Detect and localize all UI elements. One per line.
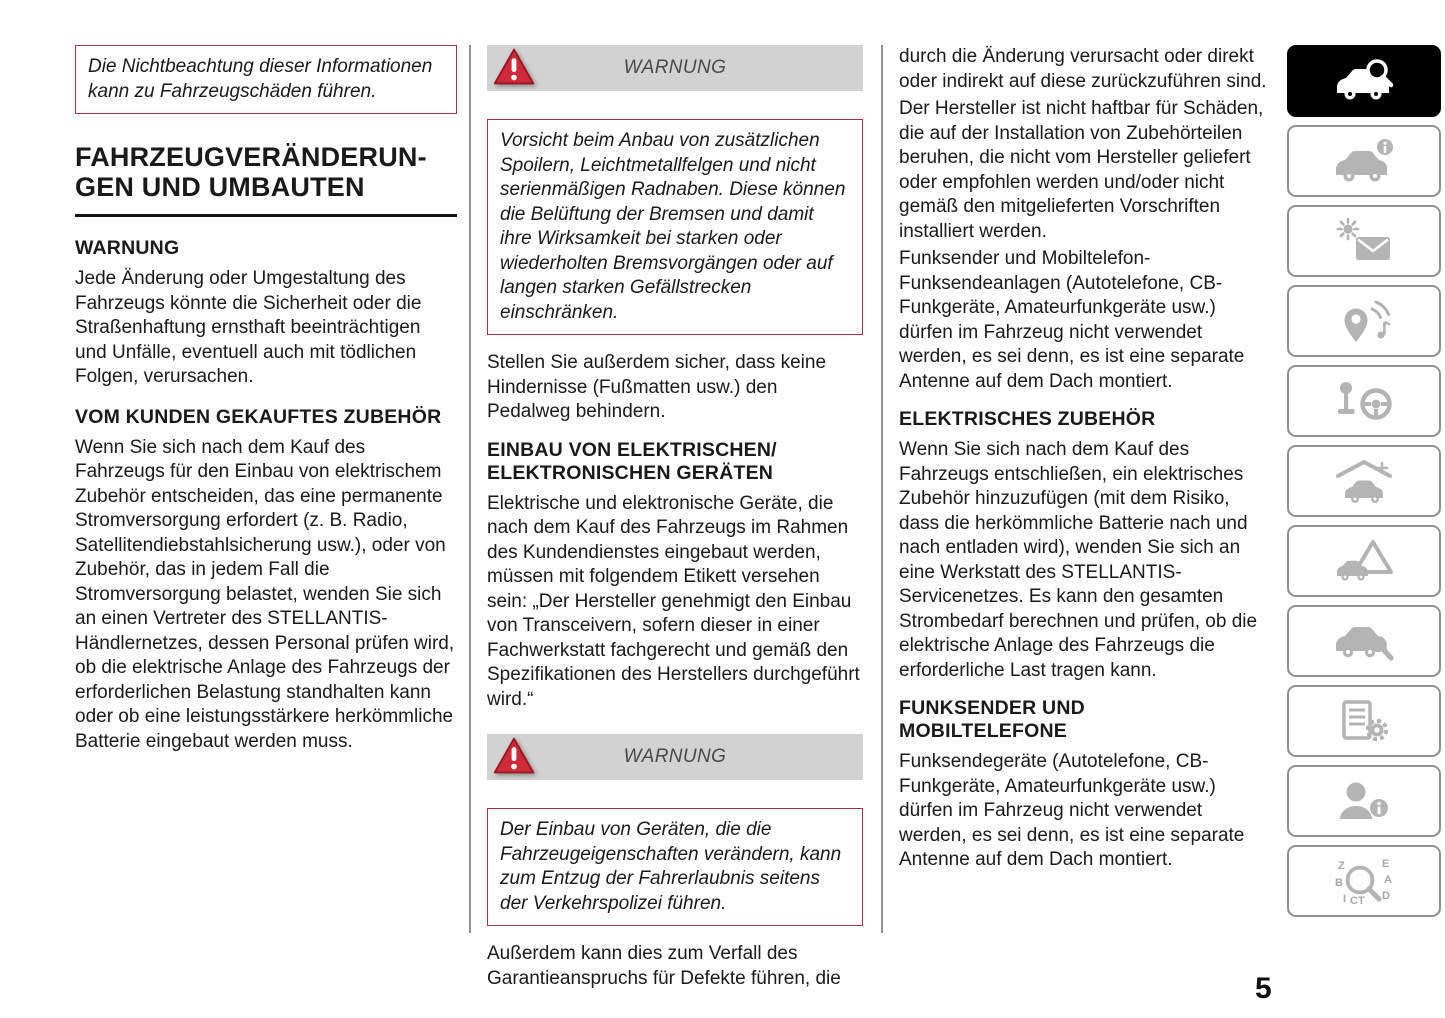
warning-banner (487, 45, 863, 91)
caution-note-box (75, 45, 457, 114)
electrical-devices-heading (487, 439, 863, 485)
warning-text-box (487, 808, 863, 926)
radio-transmitters-heading (899, 697, 1273, 743)
warning-banner (487, 734, 863, 780)
svg-text:I: I (1343, 893, 1347, 905)
car-warning-triangle-icon (1332, 537, 1396, 585)
svg-text:B: B (1335, 877, 1343, 889)
chapter-tab-multimedia-navigation[interactable] (1287, 285, 1441, 357)
chapter-tab-instrument-panel[interactable] (1287, 125, 1441, 197)
column-divider (469, 45, 471, 933)
pedals-paragraph: Stellen Sie außerdem sicher, dass keine Hindernisse (Fußmatten usw.) den Pedalweg behindern. (487, 352, 827, 422)
svg-text:T: T (1358, 895, 1365, 906)
svg-text:A: A (1384, 874, 1392, 886)
column-divider (881, 45, 883, 933)
chapter-tab-vehicle-overview[interactable] (1287, 45, 1441, 117)
electrical-accessories-heading: ELEKTRISCHES ZUBEHÖR (899, 408, 1156, 430)
chapter-tab-warning-lights-messages[interactable] (1287, 205, 1441, 277)
electrical-accessories-paragraph: Wenn Sie sich nach dem Kauf des Fahrzeugs entschließen, ein elektrisches Zubehör hinzuzufügen (mit dem Risiko, dass die herkömmliche Batterie nach und nach entladen wird), wenden Sie sich an eine Werkstatt des STELLANTIS-Servicenetzes. Es kann den gesamten Strombedarf berechnen und prüfen, ob die elektrische Anlage des Fahrzeugs die erforderliche Last tragen kann. (899, 439, 1258, 681)
middle-column (487, 45, 863, 994)
chapter-tab-sidebar (1287, 45, 1441, 925)
chapter-tab-technical-data[interactable] (1287, 685, 1441, 757)
alphabetical-index-icon (1332, 856, 1396, 906)
warranty-paragraph: Außerdem kann dies zum Verfall des Garantieanspruchs für Defekte führen, die (487, 943, 841, 989)
person-info-icon (1332, 777, 1396, 825)
radio-transmitters-heading-line1: FUNKSENDER UND (899, 697, 1085, 719)
warning-light-message-icon (1332, 217, 1396, 265)
chapter-tab-customer-information[interactable] (1287, 765, 1441, 837)
svg-text:C: C (1350, 895, 1358, 906)
svg-text:E: E (1382, 858, 1390, 870)
radio-transmitters-paragraph: Funksendegeräte (Autotelefone, CB-Funkgeräte, Amateurfunkgeräte usw.) dürfen im Fahrzeug nicht verwendet werden, es sei denn, es ist eine separate Antenne auf dem Dach montiert. (899, 751, 1245, 870)
warning-banner-label: WARNUNG (623, 745, 727, 767)
left-column (75, 45, 457, 757)
electrical-devices-heading-line1: EINBAU VON ELEKTRISCHEN/ (487, 438, 777, 461)
right-column (899, 45, 1273, 876)
liability-paragraph: Der Hersteller ist nicht haftbar für Schäden, die auf der Installation von Zubehörteilen beruhen, die nicht vom Hersteller geliefert oder empfohlen werden und/oder nicht gemäß den mitgelieferten Vorschriften installiert werden. (899, 98, 1264, 242)
warning-triangle-icon (492, 735, 536, 785)
warning-triangle-icon (492, 46, 536, 96)
caution-note-text: Die Nichtbeachtung dieser Informationen kann zu Fahrzeugschäden führen. (88, 56, 433, 102)
warning-text-box (487, 119, 863, 335)
car-care-icon (1332, 457, 1396, 505)
warning-heading: WARNUNG (75, 237, 180, 260)
chapter-tab-car-care[interactable] (1287, 445, 1441, 517)
transmitters-intro-paragraph: Funksender und Mobiltelefon-Funksendeanlagen (Autotelefone, CB-Funkgeräte, Amateurfunkgeräte usw.) dürfen im Fahrzeug nicht verwendet werden, es sei denn, es ist eine separate Antenne auf dem Dach montiert. (899, 248, 1245, 392)
page-title (75, 142, 457, 217)
warning-box-text: Der Einbau von Geräten, die die Fahrzeugeigenschaften verändern, kann zum Entzug der Fahrerlaubnis seitens der Verkehrspolizei führen. (500, 819, 842, 914)
warning-box-text: Vorsicht beim Anbau von zusätzlichen Spoilern, Leichtmetallfelgen und nicht serienmäßigen Radnaben. Diese können die Belüftung der Bremsen und damit ihre Wirksamkeit bei starken oder wiederholten Bremsvorgängen oder auf langen starken Gefällstrecken einschränken. (500, 130, 846, 323)
car-info-icon (1332, 137, 1396, 185)
svg-text:Z: Z (1338, 860, 1345, 872)
page-title-line1: FAHRZEUGVERÄNDERUN- (75, 142, 427, 172)
electrical-devices-paragraph: Elektrische und elektronische Geräte, die nach dem Kauf des Fahrzeugs im Rahmen des Kundendienstes eingebaut werden, müssen mit folgendem Etikett versehen sein: „Der Hersteller genehmigt den Einbau von Transceivern, sofern dieser in einer Fachwerkstatt fachgerecht und gemäß den Spezifikationen des Herstellers durchgeführt wird.“ (487, 492, 860, 710)
customer-accessories-heading: VOM KUNDEN GEKAUFTES ZUBEHÖR (75, 405, 442, 428)
document-gear-icon (1332, 697, 1396, 745)
page-title-line2: GEN UND UMBAUTEN (75, 172, 365, 203)
chapter-tab-emergency[interactable] (1287, 525, 1441, 597)
svg-text:D: D (1382, 890, 1390, 902)
chapter-tab-service-maintenance[interactable] (1287, 605, 1441, 677)
radio-transmitters-heading-line2: MOBILTELEFONE (899, 720, 1067, 742)
continuation-paragraph: durch die Änderung verursacht oder direkt oder indirekt auf diese zurückzuführen sind. (899, 46, 1267, 92)
car-wrench-icon (1332, 617, 1396, 665)
warning-paragraph: Jede Änderung oder Umgestaltung des Fahrzeugs könnte die Sicherheit oder die Straßenhaftung ernsthaft beeinträchtigen und Unfälle, eventuell auch mit tödlichen Folgen, verursachen. (75, 268, 422, 388)
gearshift-steering-wheel-icon (1332, 377, 1396, 425)
chapter-tab-alphabetical-index[interactable] (1287, 845, 1441, 917)
electrical-devices-heading-line2: ELEKTRONISCHEN GERÄTEN (487, 461, 774, 484)
page-number: 5 (1255, 972, 1272, 1005)
car-search-icon (1332, 57, 1396, 105)
warning-banner-label: WARNUNG (623, 56, 727, 78)
chapter-tab-starting-driving[interactable] (1287, 365, 1441, 437)
location-audio-icon (1332, 297, 1396, 345)
customer-accessories-paragraph: Wenn Sie sich nach dem Kauf des Fahrzeugs für den Einbau von elektrischem Zubehör entscheiden, das eine permanente Stromversorgung erfordert (z. B. Radio, Satellitendiebstahlsicherung usw.), oder von Zubehör, das in jedem Fall die Stromversorgung belastet, wenden Sie sich an einen Vertreter des STELLANTIS-Händlernetzes, dessen Personal prüfen wird, ob die elektrische Anlage des Fahrzeugs der erforderlichen Belastung standhalten kann oder ob eine leistungsstärkere herkömmliche Batterie eingebaut werden muss. (75, 436, 455, 752)
